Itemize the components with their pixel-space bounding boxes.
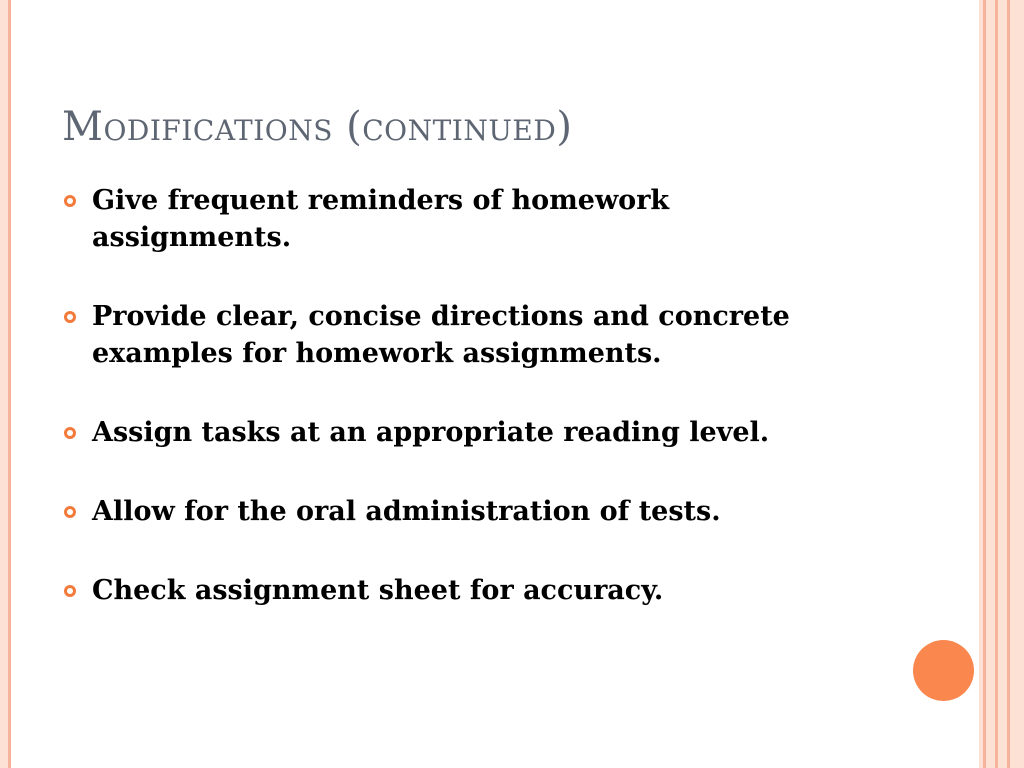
- right-border-line: [1007, 0, 1010, 768]
- bullet-text: Give frequent reminders of homework assignments.: [92, 185, 670, 253]
- bullet-ring-icon: [64, 506, 76, 518]
- bullet-item: [60, 572, 820, 609]
- bullet-item: [60, 298, 820, 372]
- decorative-circle: [913, 640, 974, 701]
- bullet-text: Provide clear, concise directions and concrete examples for homework assignments.: [92, 301, 790, 369]
- right-border-line: [995, 0, 998, 768]
- bullet-list: [60, 182, 820, 651]
- bullet-ring-icon: [64, 311, 76, 323]
- left-border-band: [0, 0, 8, 768]
- bullet-ring-icon: [64, 195, 76, 207]
- bullet-ring-icon: [64, 585, 76, 597]
- bullet-text: Allow for the oral administration of tests.: [92, 496, 721, 527]
- bullet-item: [60, 493, 820, 530]
- bullet-item: [60, 414, 820, 451]
- bullet-text: Assign tasks at an appropriate reading level.: [92, 417, 770, 448]
- bullet-ring-icon: [64, 427, 76, 439]
- bullet-item: [60, 182, 820, 256]
- right-border-line: [983, 0, 986, 768]
- slide-title: Modifications (continued): [62, 104, 573, 150]
- bullet-text: Check assignment sheet for accuracy.: [92, 575, 664, 606]
- left-border-line: [8, 0, 11, 768]
